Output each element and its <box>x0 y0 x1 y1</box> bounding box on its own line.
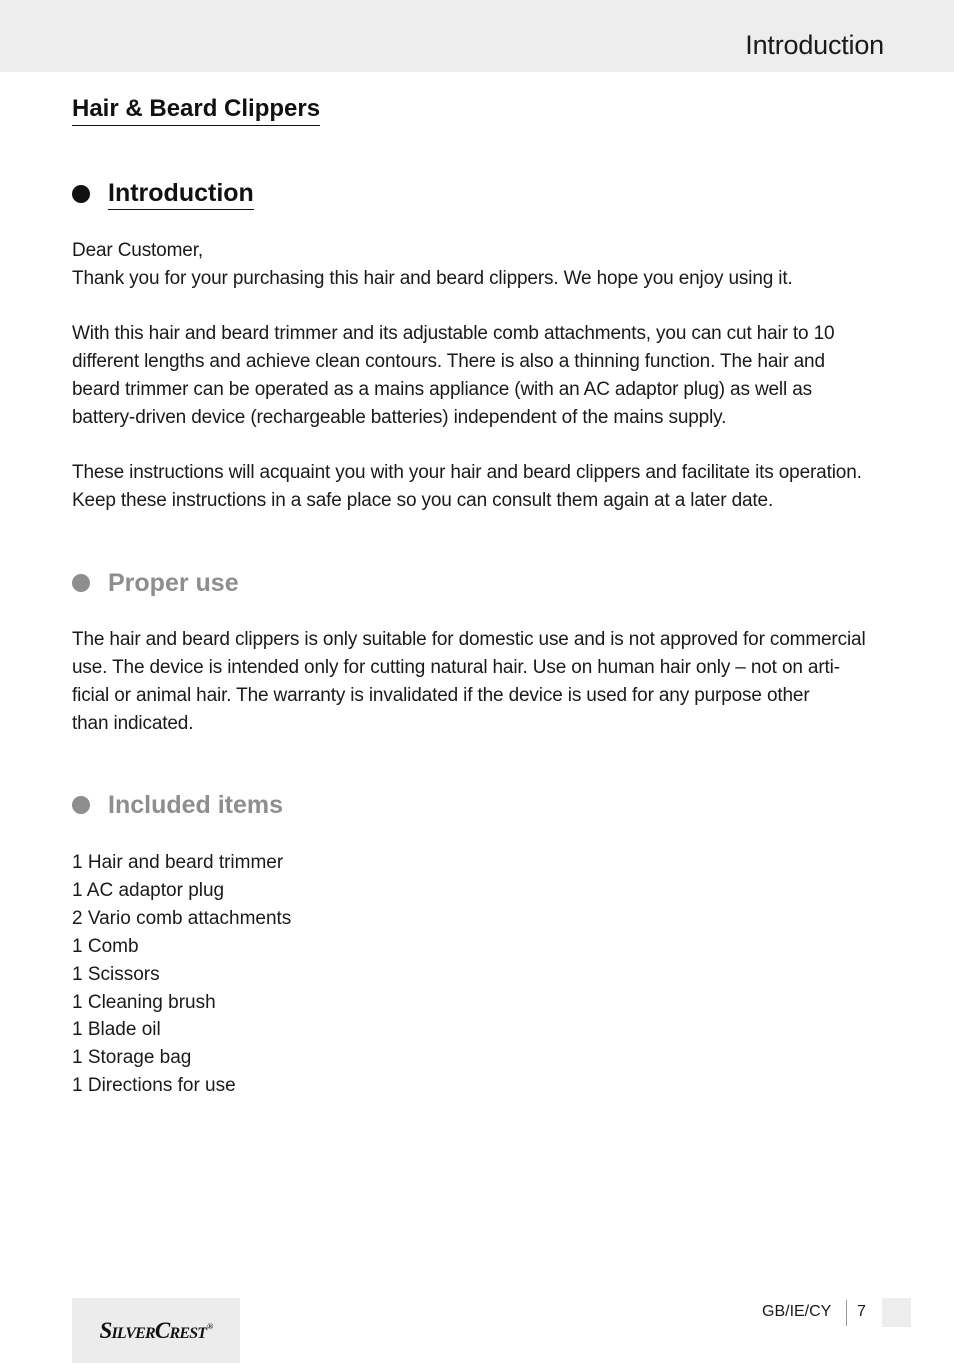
text-line: battery-driven device (rechargeable batteries) independent of the mains supply. <box>72 407 727 428</box>
page-number: 7 <box>857 1303 866 1320</box>
list-item: 1 AC adaptor plug <box>72 879 225 901</box>
text-line: With this hair and beard trimmer and its adjustable comb attachments, you can cut hair to 10 <box>72 323 835 344</box>
text-line: different lengths and achieve clean contours. There is also a thinning function. The hair and <box>72 351 825 372</box>
intro-greeting-paragraph <box>72 237 887 293</box>
brand-logo <box>72 1298 240 1363</box>
section-heading-included-items <box>72 790 283 820</box>
thanks-line: Thank you for your purchasing this hair and beard clippers. We hope you enjoy using it. <box>72 268 793 289</box>
bullet-icon <box>72 185 90 203</box>
list-item: 1 Blade oil <box>72 1019 161 1041</box>
included-items-list <box>72 849 291 1100</box>
list-item: 1 Hair and beard trimmer <box>72 852 284 873</box>
list-item: 1 Storage bag <box>72 1047 192 1069</box>
section-heading-text: Proper use <box>108 569 239 597</box>
list-item: 1 Cleaning brush <box>72 991 216 1013</box>
footer-tab-marker <box>882 1298 911 1327</box>
greeting-line: Dear Customer, <box>72 240 203 261</box>
text-line: These instructions will acquaint you with your hair and beard clippers and facilitate its operation. <box>72 462 862 483</box>
footer-divider <box>846 1300 847 1326</box>
brand-logo-text: SilverCrest® <box>99 1317 213 1343</box>
text-line: ficial or animal hair. The warranty is invalidated if the device is used for any purpose other <box>72 685 810 706</box>
footer-language-codes: GB/IE/CY <box>762 1303 832 1320</box>
text-line: The hair and beard clippers is only suitable for domestic use and is not approved for commercial <box>72 629 866 650</box>
intro-description-paragraph <box>72 320 887 432</box>
list-item: 1 Directions for use <box>72 1075 236 1097</box>
bullet-icon <box>72 574 90 592</box>
intro-instructions-paragraph <box>72 459 887 515</box>
text-line: beard trimmer can be operated as a mains appliance (with an AC adaptor plug) as well as <box>72 379 812 400</box>
list-item: 1 Scissors <box>72 963 160 985</box>
page-header-title: Introduction <box>745 30 884 60</box>
section-heading-proper-use <box>72 568 239 598</box>
section-heading-text: Introduction <box>108 178 254 210</box>
document-title: Hair & Beard Clippers <box>72 94 320 126</box>
text-line: use. The device is intended only for cutting natural hair. Use on human hair only – not on arti- <box>72 657 840 678</box>
proper-use-paragraph <box>72 626 887 738</box>
list-item: 1 Comb <box>72 935 139 957</box>
section-heading-text: Included items <box>108 791 284 819</box>
bullet-icon <box>72 796 90 814</box>
section-heading-introduction <box>72 178 254 210</box>
list-item: 2 Vario comb attachments <box>72 907 292 929</box>
text-line: Keep these instructions in a safe place so you can consult them again at a later date. <box>72 490 774 511</box>
text-line: than indicated. <box>72 713 194 734</box>
